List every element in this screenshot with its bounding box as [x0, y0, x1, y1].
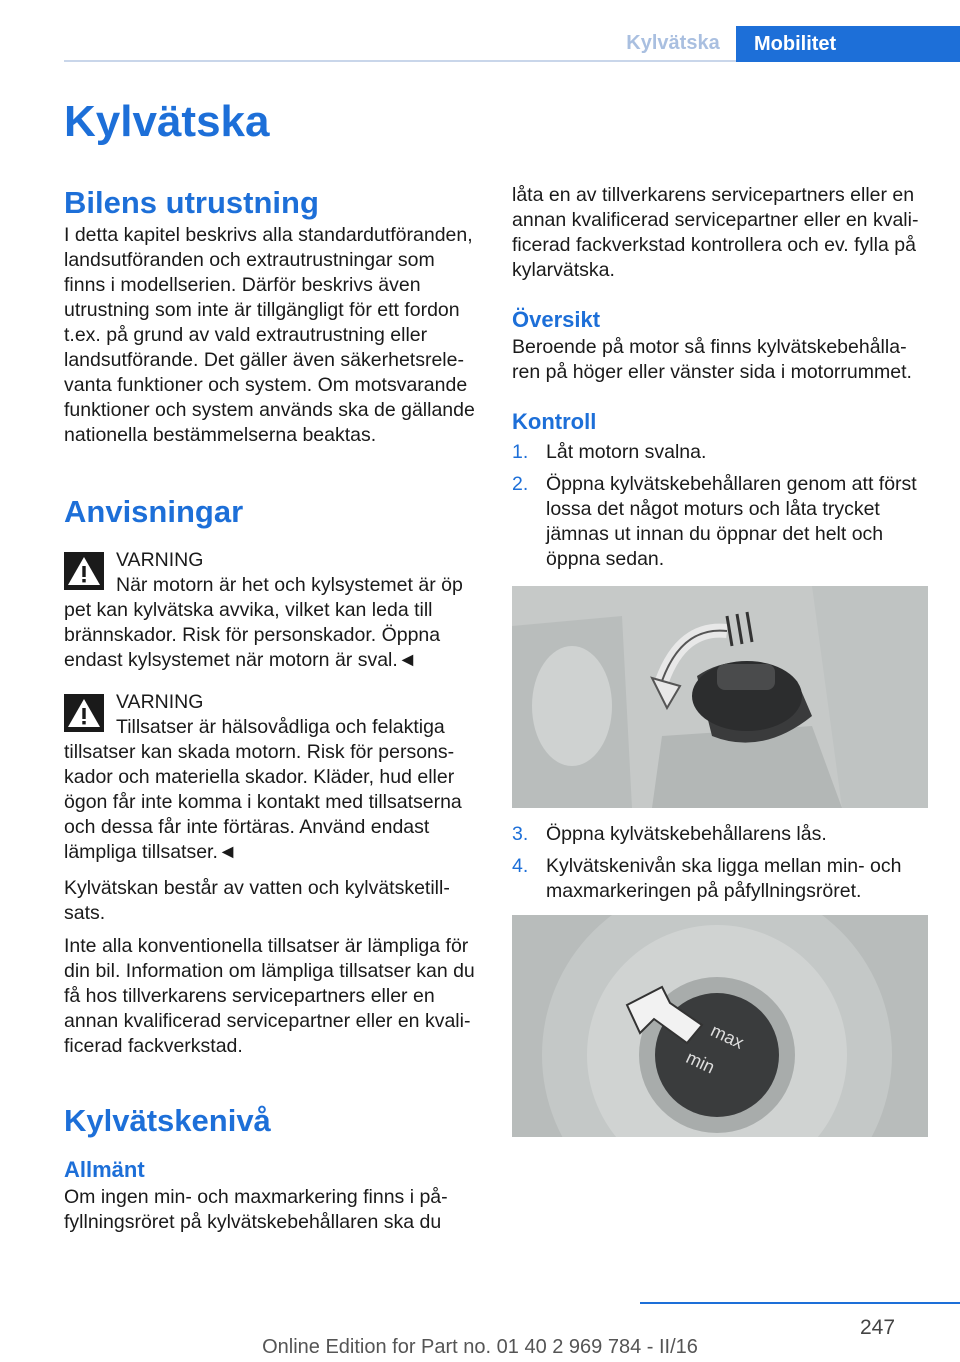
- warning-block-2: [64, 690, 478, 865]
- section-tab[interactable]: Kylvätska: [626, 32, 720, 54]
- equipment-heading: Bilens utrustning: [64, 185, 319, 220]
- reservoir-cap-illustration: [512, 586, 928, 808]
- max-mark: max: [707, 1020, 747, 1053]
- page-number: 247: [860, 1316, 896, 1339]
- warning-block-1: [64, 548, 478, 673]
- continued-text: låta en av tillverkarens servicepartners eller en annan kvalificerad servicepartner eller en kvalificerad fackverkstad kontrollera och ev. fylla på kylarvätska.: [512, 184, 919, 281]
- control-steps: [512, 440, 926, 572]
- overview-heading: Översikt: [512, 307, 601, 332]
- footer-rule: [640, 1302, 960, 1304]
- level-heading: Kylvätskenivå: [64, 1103, 271, 1138]
- control-heading: Kontroll: [512, 409, 597, 434]
- instructions-heading: Anvisningar: [64, 494, 244, 529]
- reservoir-cap-photo: [512, 586, 928, 808]
- warning-text-1: pet kan kylvätska avvika, vilket kan leda till brännskador. Risk för personskador. Öppna endast kylsystemet när motorn är sval.◄: [64, 599, 441, 671]
- warning-label-2: VARNING: [116, 691, 204, 713]
- warning-label-1: VARNING: [116, 549, 204, 571]
- control-steps-continued: [512, 822, 926, 904]
- chapter-tab[interactable]: Mobilitet: [736, 26, 960, 62]
- coolant-composition: Kylvätskan består av vatten och kylvätsketillsats.: [64, 877, 450, 924]
- filler-neck-illustration: [512, 915, 928, 1137]
- list-item: 2. Öppna kylvätskebehållaren genom att först lossa det något moturs och låta trycket jämnas ut innan du öppnar det helt och öppna sedan.: [512, 473, 917, 570]
- warning-text-2: tillsatser kan skada motorn. Risk för personskador och materiella skador. Kläder, hud eller ögon får inte komma i kontakt med tillsatserna och dessa får inte förtäras. Använd endast lämpliga tillsatser.◄: [64, 741, 462, 863]
- general-heading: Allmänt: [64, 1157, 145, 1182]
- right-column: [512, 183, 926, 1137]
- page-title: Kylvätska: [64, 97, 270, 146]
- list-item: 4. Kylvätskenivån ska ligga mellan min- och maxmarkeringen på påfyllningsröret.: [512, 855, 902, 902]
- warning-line-2: Tillsatser är hälsovådliga och felaktiga: [116, 716, 445, 738]
- general-body: Om ingen min- och maxmarkering finns i påfyllningsröret på kylvätskebehållaren ska du: [64, 1186, 448, 1233]
- header-rule: [64, 60, 736, 62]
- overview-body: Beroende på motor så finns kylvätskebehållaren på höger eller vänster sida i motorrummet.: [512, 336, 912, 383]
- warning-triangle-icon: [64, 552, 104, 590]
- min-mark: min: [683, 1047, 718, 1078]
- warning-triangle-icon: [64, 694, 104, 732]
- warning-line-1: När motorn är het och kylsystemet är öp: [116, 574, 463, 596]
- edition-footer: Online Edition for Part no. 01 40 2 969 784 - II/16: [262, 1336, 698, 1358]
- list-item: 3. Öppna kylvätskebehållarens lås.: [512, 823, 827, 845]
- additive-info: Inte alla konventionella tillsatser är lämpliga för din bil. Information om lämpliga tillsatser kan du få hos tillverkarens servicepartners eller en annan kvalificerad servicepartner eller en kvalificerad fackverkstad.: [64, 935, 475, 1057]
- list-item: 1. Låt motorn svalna.: [512, 441, 707, 463]
- left-column: [64, 183, 478, 1235]
- filler-neck-photo: [512, 915, 928, 1137]
- equipment-body: I detta kapitel beskrivs alla standardutföranden, landsutföranden och extrautrustningar som finns i modellserien. Därför beskrivs även utrustning som inte är tillgängligt för ett fordon t.ex. på grund av vald extrautrustning eller landsutförande. Det gäller även säkerhetsrelevanta funktioner och system. Om motsvarande funktioner och system används ska de gällande nationella bestämmelserna beaktas.: [64, 224, 475, 446]
